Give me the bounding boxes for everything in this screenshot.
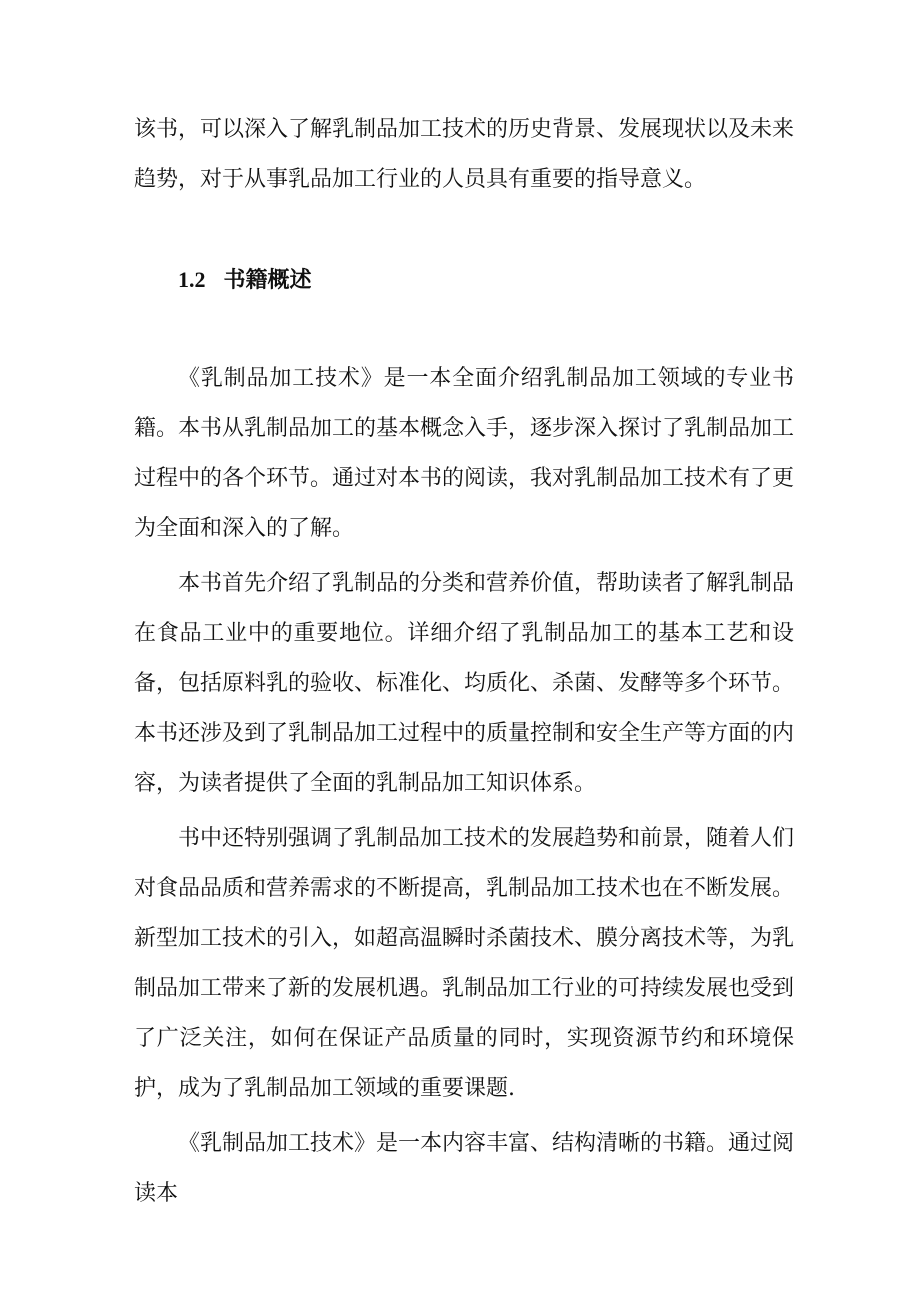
- paragraph-conclusion: 《乳制品加工技术》是一本内容丰富、结构清晰的书籍。通过阅读本: [134, 1131, 795, 1206]
- spacer: [134, 205, 794, 255]
- spacer: [134, 306, 794, 354]
- document-body: [134, 105, 794, 1219]
- paragraph-continuation: 该书，可以深入了解乳制品加工技术的历史背景、发展现状以及未来趋势，对于从事乳品加工行业的人员具有重要的指导意义。: [134, 117, 795, 192]
- section-number: 1.2: [178, 267, 206, 292]
- paragraph-content-summary: 本书首先介绍了乳制品的分类和营养价值，帮助读者了解乳制品在食品工业中的重要地位。详细介绍了乳制品加工的基本工艺和设备，包括原料乳的验收、标准化、均质化、杀菌、发酵等多个环节。本书还涉及到了乳制品加工过程中的质量控制和安全生产等方面的内容，为读者提供了全面的乳制品加工知识体系。: [134, 571, 795, 796]
- section-title: 书籍概述: [223, 268, 312, 293]
- section-heading: [134, 255, 794, 306]
- paragraph-intro: 《乳制品加工技术》是一本全面介绍乳制品加工领域的专业书籍。本书从乳制品加工的基本概念入手，逐步深入探讨了乳制品加工过程中的各个环节。通过对本书的阅读，我对乳制品加工技术有了更为全面和深入的了解。: [134, 366, 795, 541]
- paragraph-trends: 书中还特别强调了乳制品加工技术的发展趋势和前景，随着人们对食品品质和营养需求的不断提高，乳制品加工技术也在不断发展。新型加工技术的引入，如超高温瞬时杀菌技术、膜分离技术等，为乳制品加工带来了新的发展机遇。乳制品加工行业的可持续发展也受到了广泛关注，如何在保证产品质量的同时，实现资源节约和环境保护，成为了乳制品加工领域的重要课题.: [134, 826, 795, 1101]
